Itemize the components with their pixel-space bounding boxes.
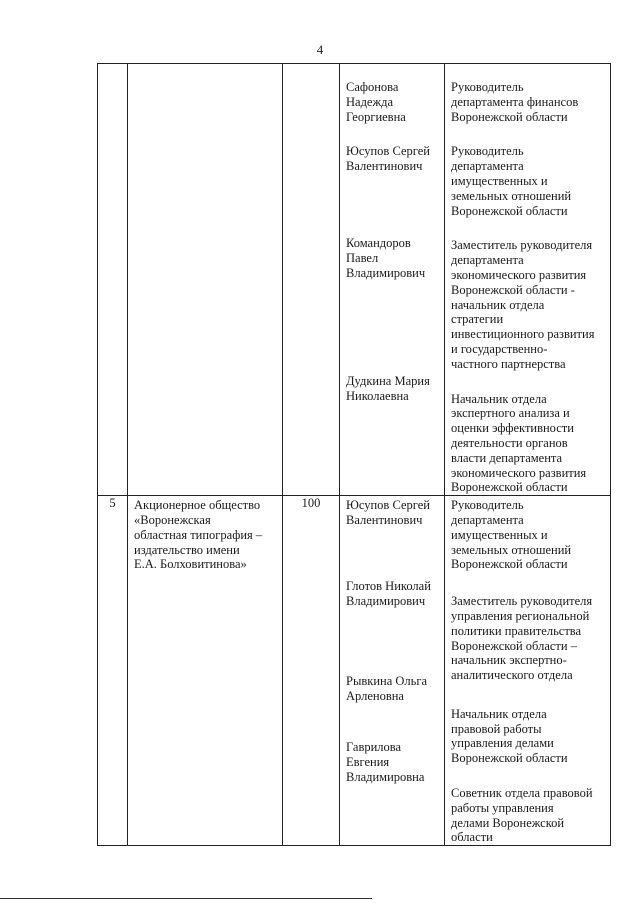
table-row <box>98 496 611 846</box>
organization-name: Акционерное общество «Воронежская областная типография – издательство имени Е.А. Болховитинова» <box>134 498 263 572</box>
member-position: Начальник отдела экспертного анализа и оценки эффективности деятельности органов власти департамента экономического развития Воронежской области <box>451 391 587 495</box>
member-position: Начальник отдела правовой работы управления делами Воронежской области <box>451 706 568 766</box>
member-position: Руководитель департамента имущественных и земельных отношений Воронежской области <box>451 144 572 218</box>
member-position: Руководитель департамента имущественных и земельных отношений Воронежской области <box>451 498 572 572</box>
organization-cell <box>128 64 283 496</box>
member-position: Заместитель руководителя департамента экономического развития Воронежской области - начальник отдела стратегии инвестиционного развития и государственно- частного партнерства <box>451 238 595 371</box>
member-name: Юсупов Сергей Валентинович <box>346 498 430 527</box>
member-name: Дудкина Мария Николаевна <box>346 374 430 404</box>
positions-cell <box>445 64 611 496</box>
row-number: 5 <box>98 496 128 846</box>
member-name: Командоров Павел Владимирович <box>346 235 426 280</box>
member-name: Юсупов Сергей Валентинович <box>346 144 430 174</box>
organization-name <box>128 64 282 66</box>
row-number <box>98 64 128 496</box>
member-name: Гаврилова Евгения Владимировна <box>346 739 425 784</box>
table-row <box>98 64 611 496</box>
organization-cell <box>128 496 283 846</box>
footer-divider <box>0 898 372 899</box>
names-cell <box>340 64 445 496</box>
positions-cell <box>445 496 611 846</box>
member-position: Руководитель департамента финансов Воронежской области <box>451 80 579 124</box>
share-cell <box>283 64 340 496</box>
names-cell <box>340 496 445 846</box>
page-number: 4 <box>316 42 324 57</box>
member-name: Сафонова Надежда Георгиевна <box>346 80 406 124</box>
commission-table <box>97 63 611 846</box>
member-name: Глотов Николай Владимирович <box>346 578 431 608</box>
share-cell: 100 <box>283 496 340 846</box>
member-position: Советник отдела правовой работы управления делами Воронежской области <box>451 786 593 845</box>
member-name: Рывкина Ольга Арленовна <box>346 674 428 704</box>
member-position: Заместитель руководителя управления региональной политики правительства Воронежской области – начальник экспертно- аналитического отдела <box>451 594 593 683</box>
